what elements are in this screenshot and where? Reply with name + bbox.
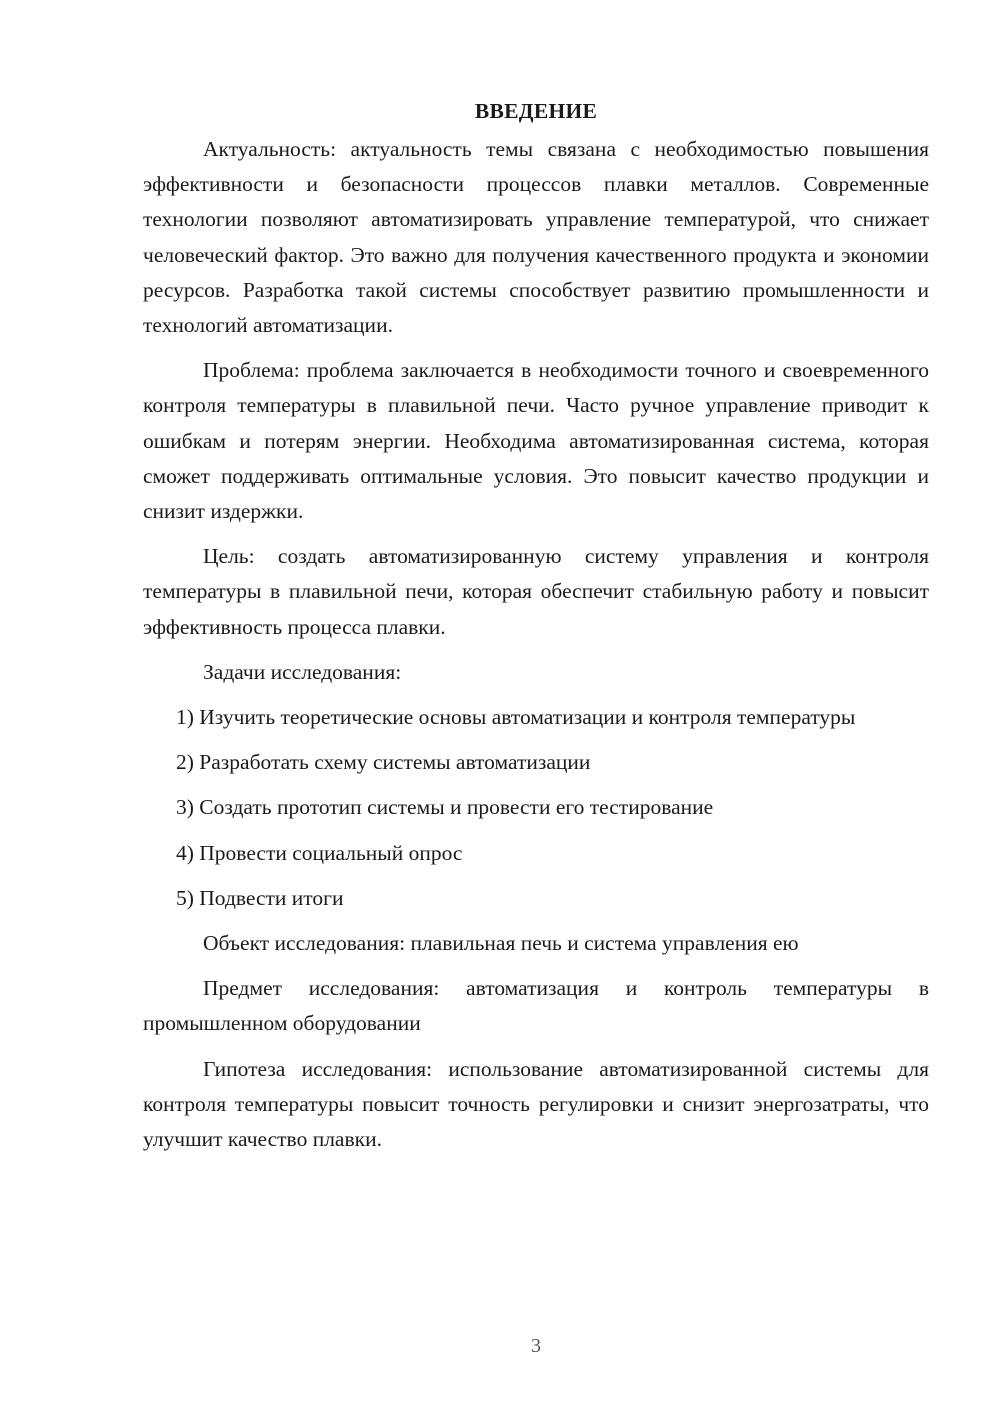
page-content (143, 96, 929, 1157)
task-item-1: 1) Изучить теоретические основы автоматизации и контроля температуры (176, 705, 856, 730)
object-paragraph: Объект исследования: плавильная печь и система управления ею (203, 931, 799, 956)
relevance-paragraph: Актуальность: актуальность темы связана с необходимостью повышения эффективности и безопасности процессов плавки металлов. Современные технологии позволяют автоматизировать управление температурой, что снижает человеческий фактор. Это важно для получения качественного продукта и экономии ресурсов. Разработка такой системы способствует развитию промышленности и технологий автоматизации. (143, 137, 929, 338)
hypothesis-paragraph: Гипотеза исследования: использование автоматизированной системы для контроля температуры повысит точность регулировки и снизит энергозатраты, что улучшит качество плавки. (143, 1056, 929, 1152)
subject-paragraph: Предмет исследования: автоматизация и контроль температуры в промышленном оборудовании (143, 976, 929, 1036)
goal-paragraph: Цель: создать автоматизированную систему управления и контроля температуры в плавильной печи, которая обеспечит стабильную работу и повысит эффективность процесса плавки. (143, 544, 929, 639)
task-item-5: 5) Подвести итоги (176, 885, 344, 910)
task-item-4: 4) Провести социальный опрос (176, 840, 463, 865)
problem-paragraph: Проблема: проблема заключается в необходимости точного и своевременного контроля температуры в плавильной печи. Часто ручное управление приводит к ошибкам и потерям энергии. Необходима автоматизированная система, которая сможет поддерживать оптимальные условия. Это повысит качество продукции и снизит издержки. (143, 358, 929, 524)
section-heading: ВВЕДЕНИЕ (474, 99, 598, 123)
task-item-3: 3) Создать прототип системы и провести его тестирование (176, 795, 714, 820)
page-number: 3 (531, 1335, 541, 1357)
tasks-heading: Задачи исследования: (203, 659, 402, 684)
task-item-2: 2) Разработать схему системы автоматизации (176, 750, 591, 775)
